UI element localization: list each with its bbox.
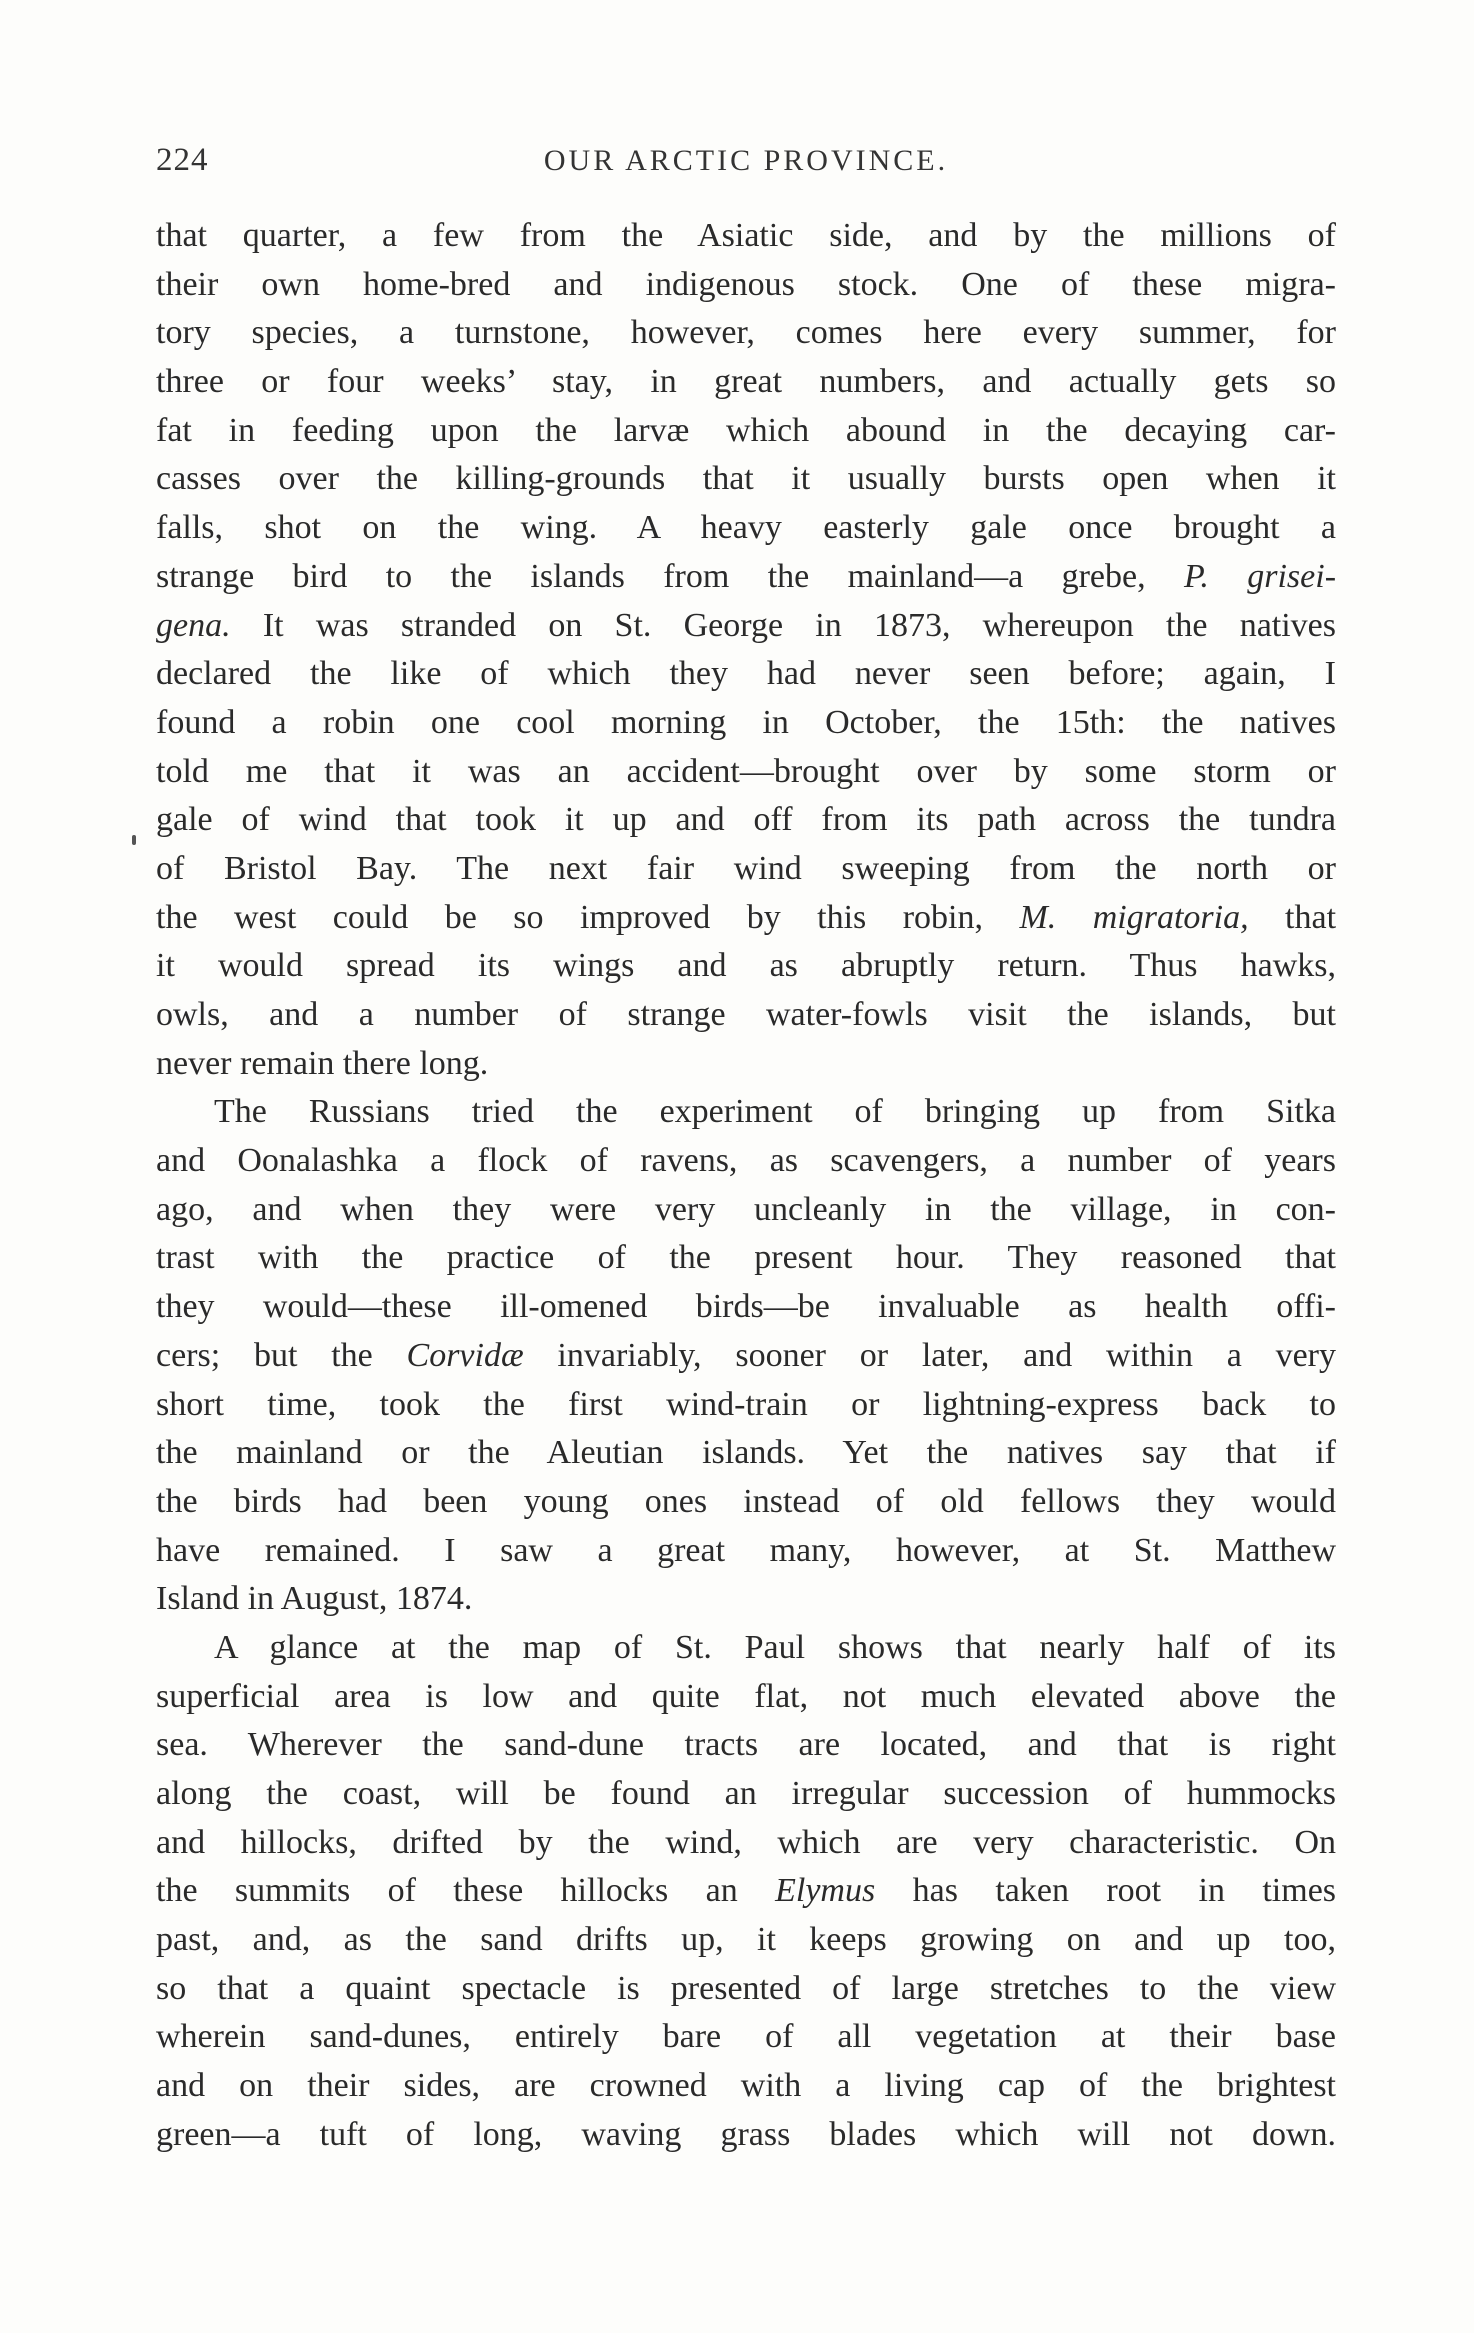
text-line: gale of wind that took it up and off from its path across the tundra — [156, 801, 1336, 839]
italic-species-name: M. migratoria, — [1019, 898, 1249, 936]
running-title: OUR ARCTIC PROVINCE. — [543, 144, 949, 177]
text-span: the west could be so improved by this robin, — [156, 898, 983, 936]
text-line: trast with the practice of the present hour. They reasoned that — [156, 1239, 1336, 1277]
text-line: and Oonalashka a flock of ravens, as scavengers, a number of years — [156, 1142, 1336, 1180]
margin-mark — [132, 835, 136, 845]
text-line: three or four weeks’ stay, in great numbers, and actually gets so — [156, 363, 1336, 401]
text-line: superficial area is low and quite flat, not much elevated above the — [156, 1677, 1336, 1715]
text-line: found a robin one cool morning in October, the 15th: the natives — [156, 703, 1336, 741]
italic-species-name: Corvidæ — [406, 1336, 524, 1374]
text-line: declared the like of which they had never seen before; again, I — [156, 655, 1336, 693]
text-line: owls, and a number of strange water-fowls visit the islands, but — [156, 996, 1336, 1033]
text-line: ago, and when they were very uncleanly in the village, in con- — [156, 1190, 1336, 1228]
text-line: green—a tuft of long, waving grass blades which will not down. — [156, 2115, 1336, 2153]
text-line — [156, 894, 1336, 943]
text-line: A glance at the map of St. Paul shows that nearly half of its — [214, 1628, 1336, 1666]
text-line — [156, 553, 1336, 602]
text-span: the summits of these hillocks an — [156, 1872, 738, 1910]
text-line — [156, 1867, 1336, 1916]
text-line: past, and, as the sand drifts up, it keeps growing on and up too, — [156, 1921, 1336, 1959]
text-span: that — [1285, 898, 1336, 936]
text-line: fat in feeding upon the larvæ which abound in the decaying car- — [156, 411, 1336, 449]
text-line: of Bristol Bay. The next fair wind sweeping from the north or — [156, 849, 1336, 887]
text-line: that quarter, a few from the Asiatic side, and by the millions of — [156, 217, 1336, 254]
text-line — [156, 1332, 1336, 1381]
text-span: cers; but the — [156, 1336, 373, 1374]
text-span: invariably, sooner or later, and within a very — [557, 1336, 1336, 1374]
page-header — [156, 142, 1336, 192]
text-line: tory species, a turnstone, however, comes here every summer, for — [156, 314, 1336, 352]
text-line: and hillocks, drifted by the wind, which are very characteristic. On — [156, 1823, 1336, 1861]
text-line — [156, 602, 1336, 651]
text-span: It was stranded on St. George in 1873, whereupon the natives — [262, 606, 1336, 644]
text-line: the mainland or the Aleutian islands. Yet the natives say that if — [156, 1434, 1336, 1472]
italic-species-name: P. grisei- — [1183, 557, 1336, 595]
text-line: The Russians tried the experiment of bringing up from Sitka — [214, 1093, 1336, 1131]
text-span: strange bird to the islands from the mainland—a grebe, — [156, 557, 1146, 595]
text-line: short time, took the first wind-train or lightning-express back to — [156, 1385, 1336, 1423]
italic-species-name: gena. — [156, 606, 231, 644]
text-line: they would—these ill-omened birds—be invaluable as health offi- — [156, 1288, 1336, 1326]
text-line: sea. Wherever the sand-dune tracts are located, and that is right — [156, 1726, 1336, 1764]
text-line: it would spread its wings and as abruptly return. Thus hawks, — [156, 947, 1336, 985]
text-line: their own home-bred and indigenous stock. One of these migra- — [156, 265, 1336, 303]
text-line: wherein sand-dunes, entirely bare of all vegetation at their base — [156, 2018, 1336, 2056]
text-line: never remain there long. — [156, 1044, 489, 1082]
text-line: Island in August, 1874. — [156, 1580, 473, 1618]
text-line: and on their sides, are crowned with a living cap of the brightest — [156, 2067, 1336, 2105]
text-line: the birds had been young ones instead of old fellows they would — [156, 1482, 1336, 1520]
text-line: told me that it was an accident—brought over by some storm or — [156, 752, 1336, 790]
text-line: falls, shot on the wing. A heavy easterly gale once brought a — [156, 509, 1336, 547]
text-span: has taken root in times — [912, 1872, 1336, 1910]
italic-species-name: Elymus — [775, 1872, 876, 1910]
text-line: so that a quaint spectacle is presented of large stretches to the view — [156, 1969, 1336, 2007]
text-line: casses over the killing-grounds that it usually bursts open when it — [156, 460, 1336, 498]
page-number: 224 — [156, 142, 209, 178]
text-line: along the coast, will be found an irregular succession of hummocks — [156, 1775, 1336, 1812]
body-text — [156, 212, 1336, 2160]
text-line: have remained. I saw a great many, however, at St. Matthew — [156, 1531, 1336, 1569]
